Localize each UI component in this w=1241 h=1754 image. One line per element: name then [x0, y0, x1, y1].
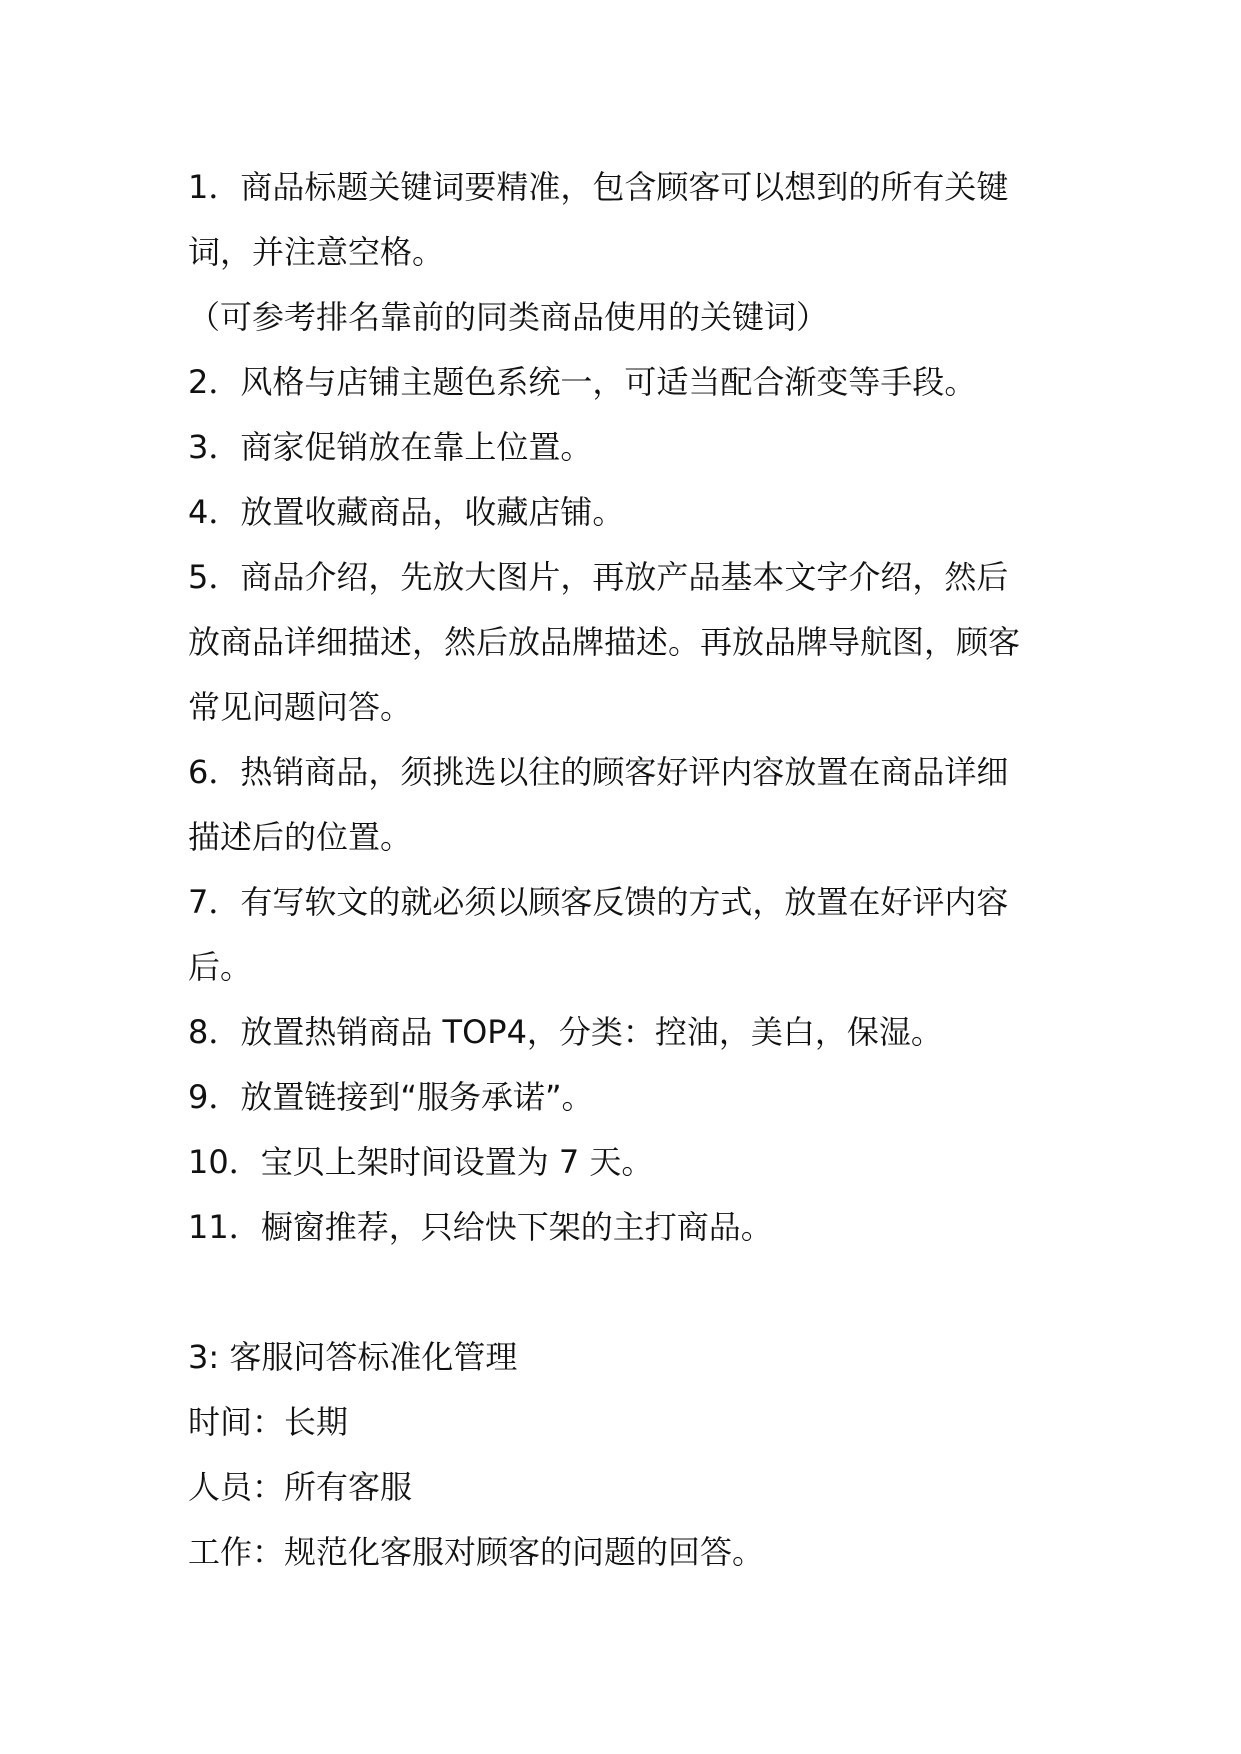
paragraph-gap [188, 1260, 1068, 1325]
list-line-2: 词，并注意空格。 [188, 233, 445, 271]
list-line-7: 5．商品介绍，先放大图片，再放产品基本文字介绍，然后 [188, 558, 1009, 596]
list-line-9: 常见问题问答。 [188, 688, 413, 726]
document-page [188, 155, 1068, 1585]
list-line-6: 4．放置收藏商品，收藏店铺。 [188, 493, 625, 531]
list-line-17: 11．橱窗推荐，只给快下架的主打商品。 [188, 1208, 773, 1246]
section-work: 工作：规范化客服对顾客的问题的回答。 [188, 1533, 765, 1571]
list-line-5: 3．商家促销放在靠上位置。 [188, 428, 593, 466]
section-staff: 人员：所有客服 [188, 1468, 413, 1506]
list-line-11: 描述后的位置。 [188, 818, 413, 856]
list-line-16: 10．宝贝上架时间设置为 7 天。 [188, 1143, 654, 1181]
list-line-10: 6．热销商品，须挑选以往的顾客好评内容放置在商品详细 [188, 753, 1009, 791]
list-line-8: 放商品详细描述，然后放品牌描述。再放品牌导航图，顾客 [188, 623, 1021, 661]
list-line-3: （可参考排名靠前的同类商品使用的关键词） [188, 298, 829, 336]
section-time: 时间：长期 [188, 1403, 349, 1441]
list-line-12: 7．有写软文的就必须以顾客反馈的方式，放置在好评内容 [188, 883, 1009, 921]
list-line-14: 8．放置热销商品 TOP4，分类：控油，美白，保湿。 [188, 1013, 943, 1051]
section-heading: 3: 客服问答标准化管理 [188, 1338, 518, 1376]
list-line-13: 后。 [188, 948, 253, 986]
list-line-4: 2．风格与店铺主题色系统一，可适当配合渐变等手段。 [188, 363, 977, 401]
list-line-15: 9．放置链接到“服务承诺”。 [188, 1078, 594, 1116]
list-line-1: 1．商品标题关键词要精准，包含顾客可以想到的所有关键 [188, 168, 1009, 206]
